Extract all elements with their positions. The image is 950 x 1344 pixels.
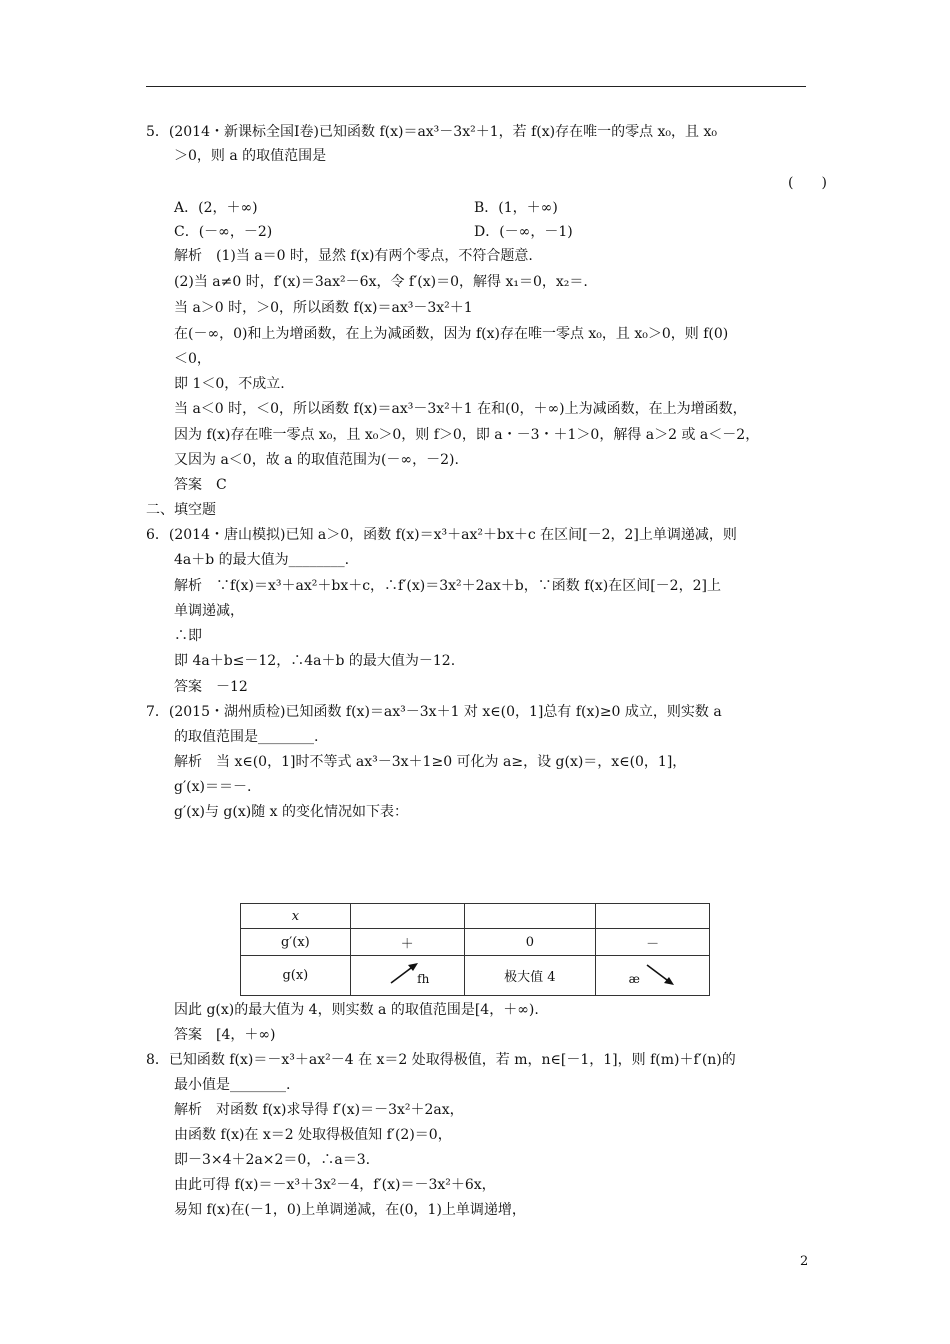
q5-answer: 答案 C (174, 477, 227, 493)
table-cell (596, 904, 710, 929)
q8-solution-line: 易知 f(x)在(－1，0)上单调递减，在(0，1)上单调递增， (174, 1202, 526, 1218)
q6-answer: 答案 －12 (174, 679, 248, 695)
q5-option-d: D．(－∞，－1) (474, 224, 573, 240)
q5-stem-line1: 5．(2014・新课标全国Ⅰ卷)已知函数 f(x)＝ax³－3x²＋1，若 f(x)存在唯一的零点 x₀，且 x₀ (146, 124, 717, 140)
q6-stem-line2: 4a＋b 的最大值为________. (174, 552, 350, 568)
q6-solution-line: ∴即 (174, 628, 202, 644)
q5-solution-line: 解析 (1)当 a＝0 时，显然 f(x)有两个零点，不符合题意. (174, 248, 533, 264)
header-rule (146, 86, 806, 87)
q5-solution-line: 当 a＞0 时，＞0，所以函数 f(x)＝ax³－3x²＋1 (174, 300, 473, 316)
table-cell-decreasing (596, 956, 710, 996)
q8-solution-line: 即－3×4＋2a×2＝0，∴a＝3. (174, 1152, 371, 1168)
q5-solution-line: 当 a＜0 时，＜0，所以函数 f(x)＝ax³－3x²＋1 在和(0，＋∞)上为减函数，在上为增函数， (174, 401, 747, 417)
q7-solution-line: 因此 g(x)的最大值为 4，则实数 a 的取值范围是[4，＋∞). (174, 1002, 539, 1018)
q5-solution-line: 因为 f(x)存在唯一零点 x₀，且 x₀＞0，则 f＞0，即 a・－3・＋1＞0，解得 a＞2 或 a＜－2， (174, 427, 760, 443)
q7-stem-line2: 的取值范围是________. (174, 729, 319, 745)
table-row (241, 956, 710, 996)
section-heading: 二、填空题 (146, 502, 216, 518)
q6-stem-line1: 6．(2014・唐山模拟)已知 a＞0，函数 f(x)＝x³＋ax²＋bx＋c 在区间[－2，2]上单调递减，则 (146, 527, 737, 543)
table-cell-increasing (350, 956, 464, 996)
up-arrow-label: fh (417, 971, 430, 986)
q5-stem-line2: ＞0，则 a 的取值范围是 (174, 148, 327, 164)
table-cell: ＋ (350, 929, 464, 956)
table-cell: g′(x) (241, 929, 351, 956)
q7-solution-line: g′(x)＝＝－. (174, 779, 252, 795)
q6-solution-line: 单调递减， (174, 603, 244, 619)
q5-option-c: C．(－∞，－2) (174, 224, 273, 240)
q5-option-b: B．(1，＋∞) (474, 200, 558, 216)
variation-table (240, 903, 710, 996)
down-arrow-icon (623, 959, 683, 989)
q8-solution-line: 由此可得 f(x)＝－x³＋3x²－4，f′(x)＝－3x²＋6x， (174, 1177, 496, 1193)
q5-solution-line: 在(－∞，0)和上为增函数，在上为减函数，因为 f(x)存在唯一零点 x₀，且 x₀＞0，则 f(0) (174, 326, 729, 342)
down-arrow-label: æ (628, 971, 640, 986)
q5-answer-paren: ( ) (788, 175, 827, 191)
q5-solution-line: (2)当 a≠0 时，f′(x)＝3ax²－6x，令 f′(x)＝0，解得 x₁＝0，x₂＝. (174, 274, 588, 290)
table-cell: x (241, 904, 351, 929)
page-number: 2 (800, 1254, 809, 1269)
q8-stem-line2: 最小值是________. (174, 1077, 291, 1093)
table-row (241, 929, 710, 956)
q6-solution-line: 即 4a＋b≤－12，∴4a＋b 的最大值为－12. (174, 653, 456, 669)
table-cell: g(x) (241, 956, 351, 996)
table-cell: 极大值 4 (464, 956, 596, 996)
q7-solution-line: g′(x)与 g(x)随 x 的变化情况如下表： (174, 804, 408, 820)
q8-solution-line: 解析 对函数 f(x)求导得 f′(x)＝－3x²＋2ax， (174, 1102, 464, 1118)
q7-solution-line: 解析 当 x∈(0，1]时不等式 ax³－3x＋1≥0 可化为 a≥，设 g(x)＝，x∈(0，1]， (174, 754, 687, 770)
table-cell (350, 904, 464, 929)
q5-solution-line: ＜0， (174, 351, 211, 367)
q5-solution-line: 即 1＜0，不成立. (174, 376, 285, 392)
q5-solution-line: 又因为 a＜0，故 a 的取值范围为(－∞，－2). (174, 452, 459, 468)
q7-answer: 答案 [4，＋∞) (174, 1027, 276, 1043)
q8-solution-line: 由函数 f(x)在 x＝2 处取得极值知 f′(2)＝0， (174, 1127, 452, 1143)
q5-option-a: A．(2，＋∞) (174, 200, 258, 216)
up-arrow-icon (377, 959, 437, 989)
table-cell: 0 (464, 929, 596, 956)
q6-solution-line: 解析 ∵f(x)＝x³＋ax²＋bx＋c，∴f′(x)＝3x²＋2ax＋b，∵函数 f(x)在区间[－2，2]上 (174, 578, 721, 594)
table-cell: － (596, 929, 710, 956)
q7-stem-line1: 7．(2015・湖州质检)已知函数 f(x)＝ax³－3x＋1 对 x∈(0，1]总有 f(x)≥0 成立，则实数 a (146, 704, 722, 720)
table-row (241, 904, 710, 929)
q8-stem-line1: 8．已知函数 f(x)＝－x³＋ax²－4 在 x＝2 处取得极值，若 m，n∈[－1，1]，则 f(m)＋f′(n)的 (146, 1052, 736, 1068)
table-cell (464, 904, 596, 929)
